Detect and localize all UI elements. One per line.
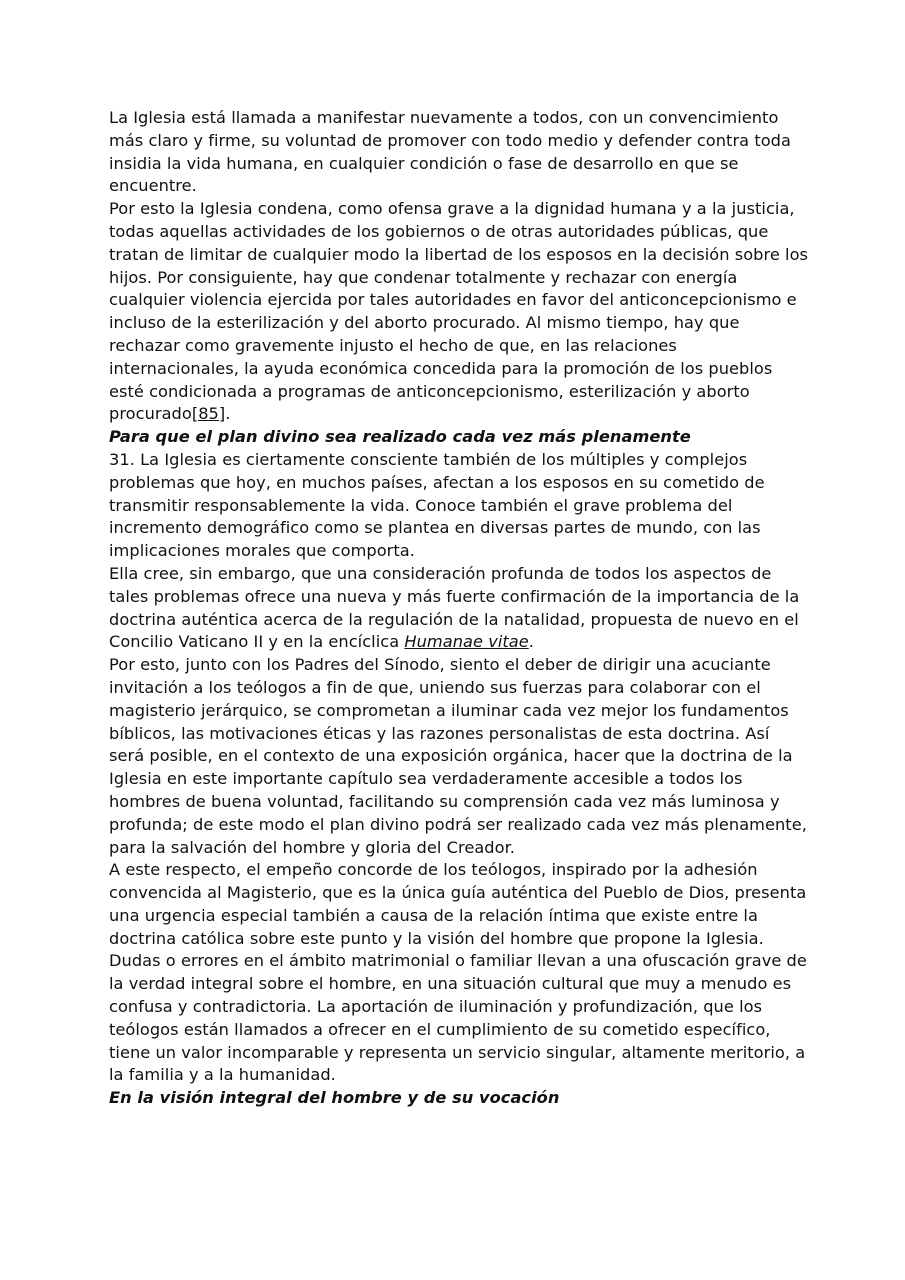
paragraph-invitation: Por esto, junto con los Padres del Sínodo, siento el deber de dirigir una acuciante invitación a los teólogos a fin de que, uniendo sus fuerzas para colaborar con el magisterio jerárquico, se comprometan a iluminar cada vez mejor los fundamentos bíblicos, las motivaciones éticas y las razones personalistas de esta doctrina. Así será posible, en el contexto de una exposición orgánica, hacer que la doctrina de la Iglesia en este importante capítulo sea verdaderamente accesible a todos los hombres de buena voluntad, facilitando su comprensión cada vez más luminosa y profunda; de este modo el plan divino podrá ser realizado cada vez más plenamente, para la salvación del hombre y gloria del Creador. xyxy=(109,655,807,857)
paragraph-intro: La Iglesia está llamada a manifestar nuevamente a todos, con un convencimiento más claro y firme, su voluntad de promover con todo medio y defender contra toda insidia la vida humana, en cualquier condición o fase de desarrollo en que se encuentre. xyxy=(109,108,791,196)
paragraph-confirmation xyxy=(109,563,809,654)
paragraph-condemnation-text: Por esto la Iglesia condena, como ofensa grave a la dignidad humana y a la justicia, todas aquellas actividades de los gobiernos o de otras autoridades públicas, que tratan de limitar de cualquier modo la libertad de los esposos en la decisión sobre los hijos. Por consiguiente, hay que condenar totalmente y rechazar con energía cualquier violencia ejercida por tales autoridades en favor del anticoncepcionismo e incluso de la esterilización y del aborto procurado. Al mismo tiempo, hay que rechazar como gravemente injusto el hecho de que, en las relaciones internacionales, la ayuda económica concedida para la promoción de los pueblos esté condicionada a programas de anticoncepcionismo, esterilización y aborto procurado xyxy=(109,199,809,424)
paragraph-condemnation-end: . xyxy=(225,404,231,424)
footnote-link-85[interactable]: [85] xyxy=(191,404,226,424)
section-heading-vision-integral: En la visión integral del hombre y de su vocación xyxy=(109,1088,560,1108)
paragraph-31: 31. La Iglesia es ciertamente consciente también de los múltiples y complejos problemas que hoy, en muchos países, afectan a los esposos en su cometido de transmitir responsablemente la vida. Conoce también el grave problema del incremento demográfico como se plantea en diversas partes de mundo, con las implicaciones morales que comporta. xyxy=(109,449,765,561)
document-page xyxy=(109,107,809,1110)
paragraph-confirmation-end: . xyxy=(528,632,534,652)
paragraph-confirmation-text: Ella cree, sin embargo, que una consideración profunda de todos los aspectos de tales problemas ofrece una nueva y más fuerte confirmación de la importancia de la doctrina auténtica acerca de la regulación de la natalidad, propuesta de nuevo en el Concilio Vaticano II y en la encíclica xyxy=(109,563,800,652)
section-heading-plan-divino: Para que el plan divino sea realizado cada vez más plenamente xyxy=(109,427,691,447)
paragraph-condemnation xyxy=(109,198,809,426)
humanae-vitae-link[interactable]: Humanae vitae xyxy=(404,632,529,652)
paragraph-theologians: A este respecto, el empeño concorde de los teólogos, inspirado por la adhesión convencida al Magisterio, que es la única guía auténtica del Pueblo de Dios, presenta una urgencia especial también a causa de la relación íntima que existe entre la doctrina católica sobre este punto y la visión del hombre que propone la Iglesia. Dudas o errores en el ámbito matrimonial o familiar llevan a una ofuscación grave de la verdad integral sobre el hombre, en una situación cultural que muy a menudo es confusa y contradictoria. La aportación de iluminación y profundización, que los teólogos están llamados a ofrecer en el cumplimiento de su cometido específico, tiene un valor incomparable y representa un servicio singular, altamente meritorio, a la familia y a la humanidad. xyxy=(109,860,807,1085)
